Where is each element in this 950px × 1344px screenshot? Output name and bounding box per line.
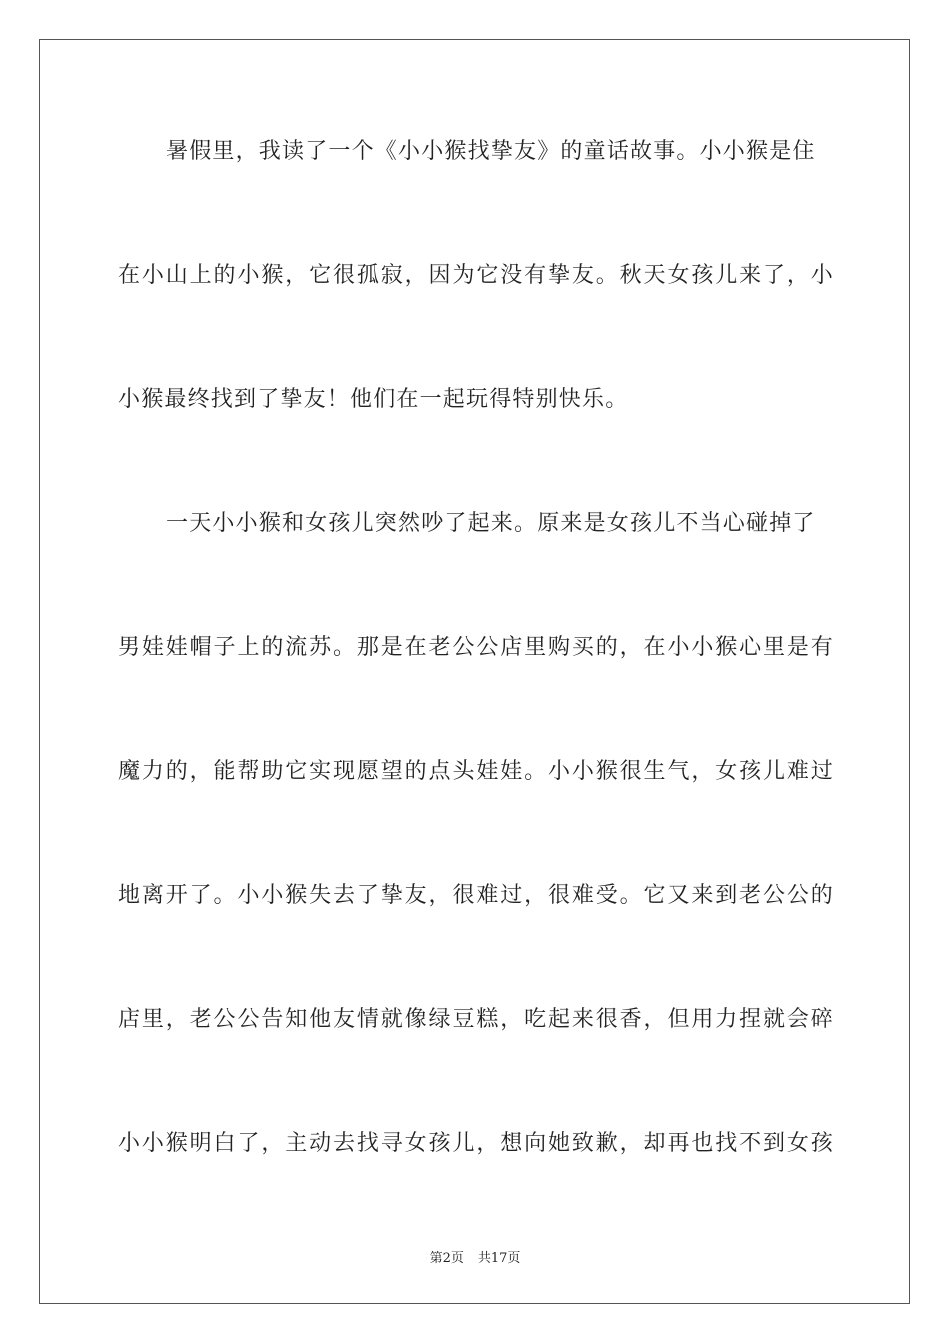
paragraph-1-line-2: 在小山上的小猴，它很孤寂，因为它没有挚友。秋天女孩儿来了，小 [118, 263, 834, 288]
paragraph-2-line-6: 小小猴明白了，主动去找寻女孩儿，想向她致歉，却再也找不到女孩 [118, 1131, 834, 1156]
paragraph-2-line-3: 魔力的，能帮助它实现愿望的点头娃娃。小小猴很生气，女孩儿难过 [118, 759, 834, 784]
paragraph-2-line-1: 一天小小猴和女孩儿突然吵了起来。原来是女孩儿不当心碰掉了 [166, 511, 816, 536]
paragraph-2-line-5: 店里，老公公告知他友情就像绿豆糕，吃起来很香，但用力捏就会碎 [118, 1007, 834, 1032]
total-pages: 共17页 [477, 1251, 521, 1266]
paragraph-2-line-4: 地离开了。小小猴失去了挚友，很难过，很难受。它又来到老公公的 [118, 883, 834, 908]
paragraph-1-line-1: 暑假里，我读了一个《小小猴找挚友》的童话故事。小小猴是住 [166, 139, 816, 164]
paragraph-1-line-3: 小猴最终找到了挚友！他们在一起玩得特别快乐。 [118, 387, 629, 412]
page-footer [0, 1247, 950, 1266]
page-border [39, 39, 910, 1304]
page-number: 第2页 [429, 1251, 464, 1266]
paragraph-2-line-2: 男娃娃帽子上的流苏。那是在老公公店里购买的，在小小猴心里是有 [118, 635, 834, 660]
